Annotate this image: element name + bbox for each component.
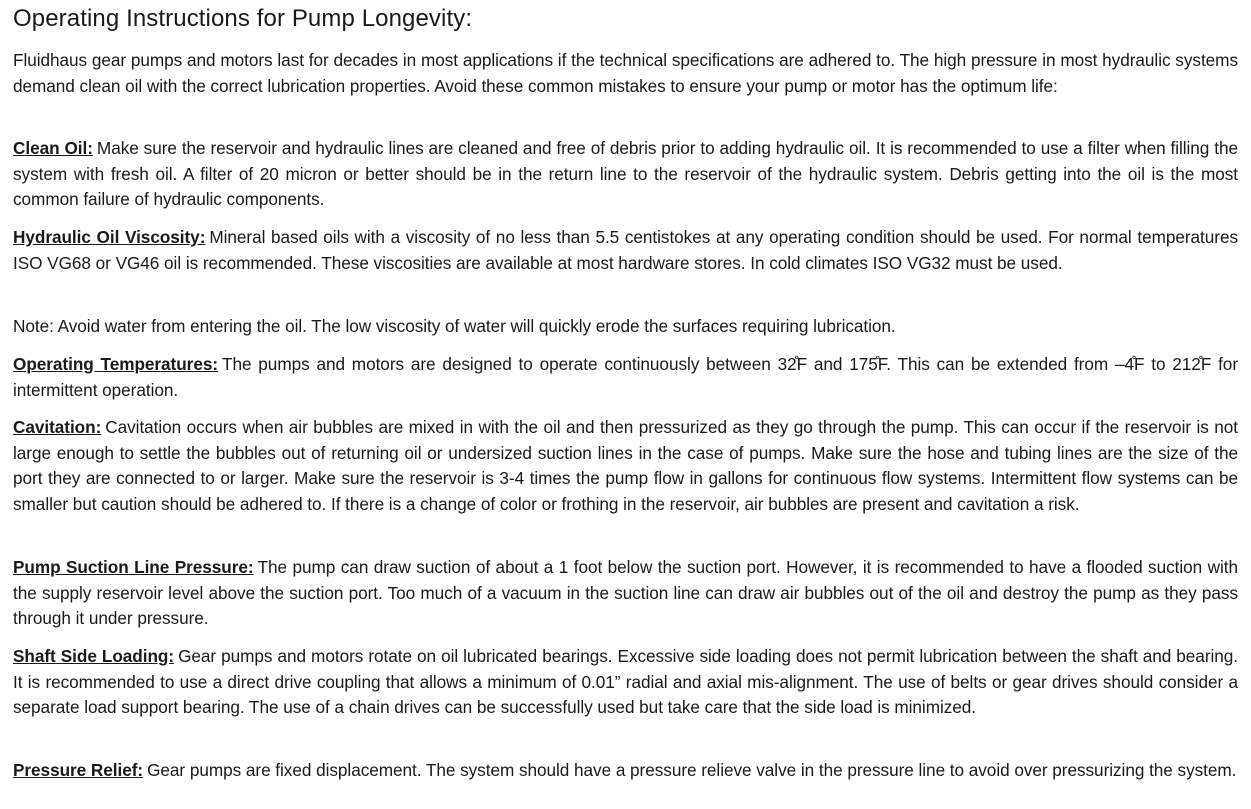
section-operating-temperatures: [13, 352, 1238, 403]
section-body: Gear pumps and motors rotate on oil lubricated bearings. Excessive side loading does not permit lubrication between the shaft and bearing. It is recommended to use a direct drive coupling that allows a minimum of 0.01” radial and axial mis-alignment. The use of belts or gear drives should consider a separate load support bearing. The use of a chain drives can be successfully used but take care that the side load is minimized.: [13, 646, 1238, 718]
note-body: Note: Avoid water from entering the oil. The low viscosity of water will quickly erode the surfaces requiring lubrication.: [13, 316, 896, 336]
section-heading: Pump Suction Line Pressure:: [13, 557, 254, 577]
section-body: Mineral based oils with a viscosity of no less than 5.5 centistokes at any operating condition should be used. For normal temperatures ISO VG68 or VG46 oil is recommended. These viscosities are available at most hardware stores. In cold climates ISO VG32 must be used.: [13, 227, 1239, 273]
section-pressure-relief: [13, 758, 1238, 784]
note-paragraph: [13, 314, 1238, 340]
section-body: The pumps and motors are designed to operate continuously between 32̊F and 175̊F. This can be extended from –4̊F to 212̊F for intermittent operation.: [13, 354, 1238, 400]
section-body: Make sure the reservoir and hydraulic lines are cleaned and free of debris prior to adding hydraulic oil. It is recommended to use a filter when filling the system with fresh oil. A filter of 20 micron or better should be in the return line to the reservoir of the hydraulic system. Debris getting into the oil is the most common failure of hydraulic components.: [13, 138, 1238, 210]
section-heading: Shaft Side Loading:: [13, 646, 175, 666]
section-heading: Pressure Relief:: [13, 760, 144, 780]
section-body: Cavitation occurs when air bubbles are mixed in with the oil and then pressurized as they go through the pump. This can occur if the reservoir is not large enough to settle the bubbles out of returning oil or undersized suction lines in the case of pumps. Make sure the hose and tubing lines are the size of the port they are connected to or larger. Make sure the reservoir is 3-4 times the pump flow in gallons for continuous flow systems. Intermittent flow systems can be smaller but caution should be adhered to. If there is a change of color or frothing in the reservoir, air bubbles are present and cavitation a risk.: [13, 417, 1238, 514]
section-body: The pump can draw suction of about a 1 foot below the suction port. However, it is recommended to have a flooded suction with the supply reservoir level above the suction port. Too much of a vacuum in the suction line can draw air bubbles out of the oil and destroy the pump as they pass through it under pressure.: [13, 557, 1238, 629]
section-cavitation: [13, 415, 1238, 517]
section-heading: Cavitation:: [13, 417, 102, 437]
intro-paragraph: Fluidhaus gear pumps and motors last for decades in most applications if the technical specifications are adhered to. The high pressure in most hydraulic systems demand clean oil with the correct lubrication properties. Avoid these common mistakes to ensure your pump or motor has the optimum life:: [13, 50, 1238, 96]
document-title: Operating Instructions for Pump Longevity:: [13, 5, 473, 32]
section-clean-oil: [13, 136, 1238, 213]
section-heading: Operating Temperatures:: [13, 354, 219, 374]
section-shaft-side-loading: [13, 644, 1238, 721]
section-body: Gear pumps are fixed displacement. The system should have a pressure relieve valve in the pressure line to avoid over pressurizing the system.: [147, 760, 1237, 780]
section-oil-viscosity: [13, 225, 1238, 276]
section-suction-line-pressure: [13, 555, 1238, 632]
section-heading: Hydraulic Oil Viscosity:: [13, 227, 206, 247]
section-heading: Clean Oil:: [13, 138, 93, 158]
